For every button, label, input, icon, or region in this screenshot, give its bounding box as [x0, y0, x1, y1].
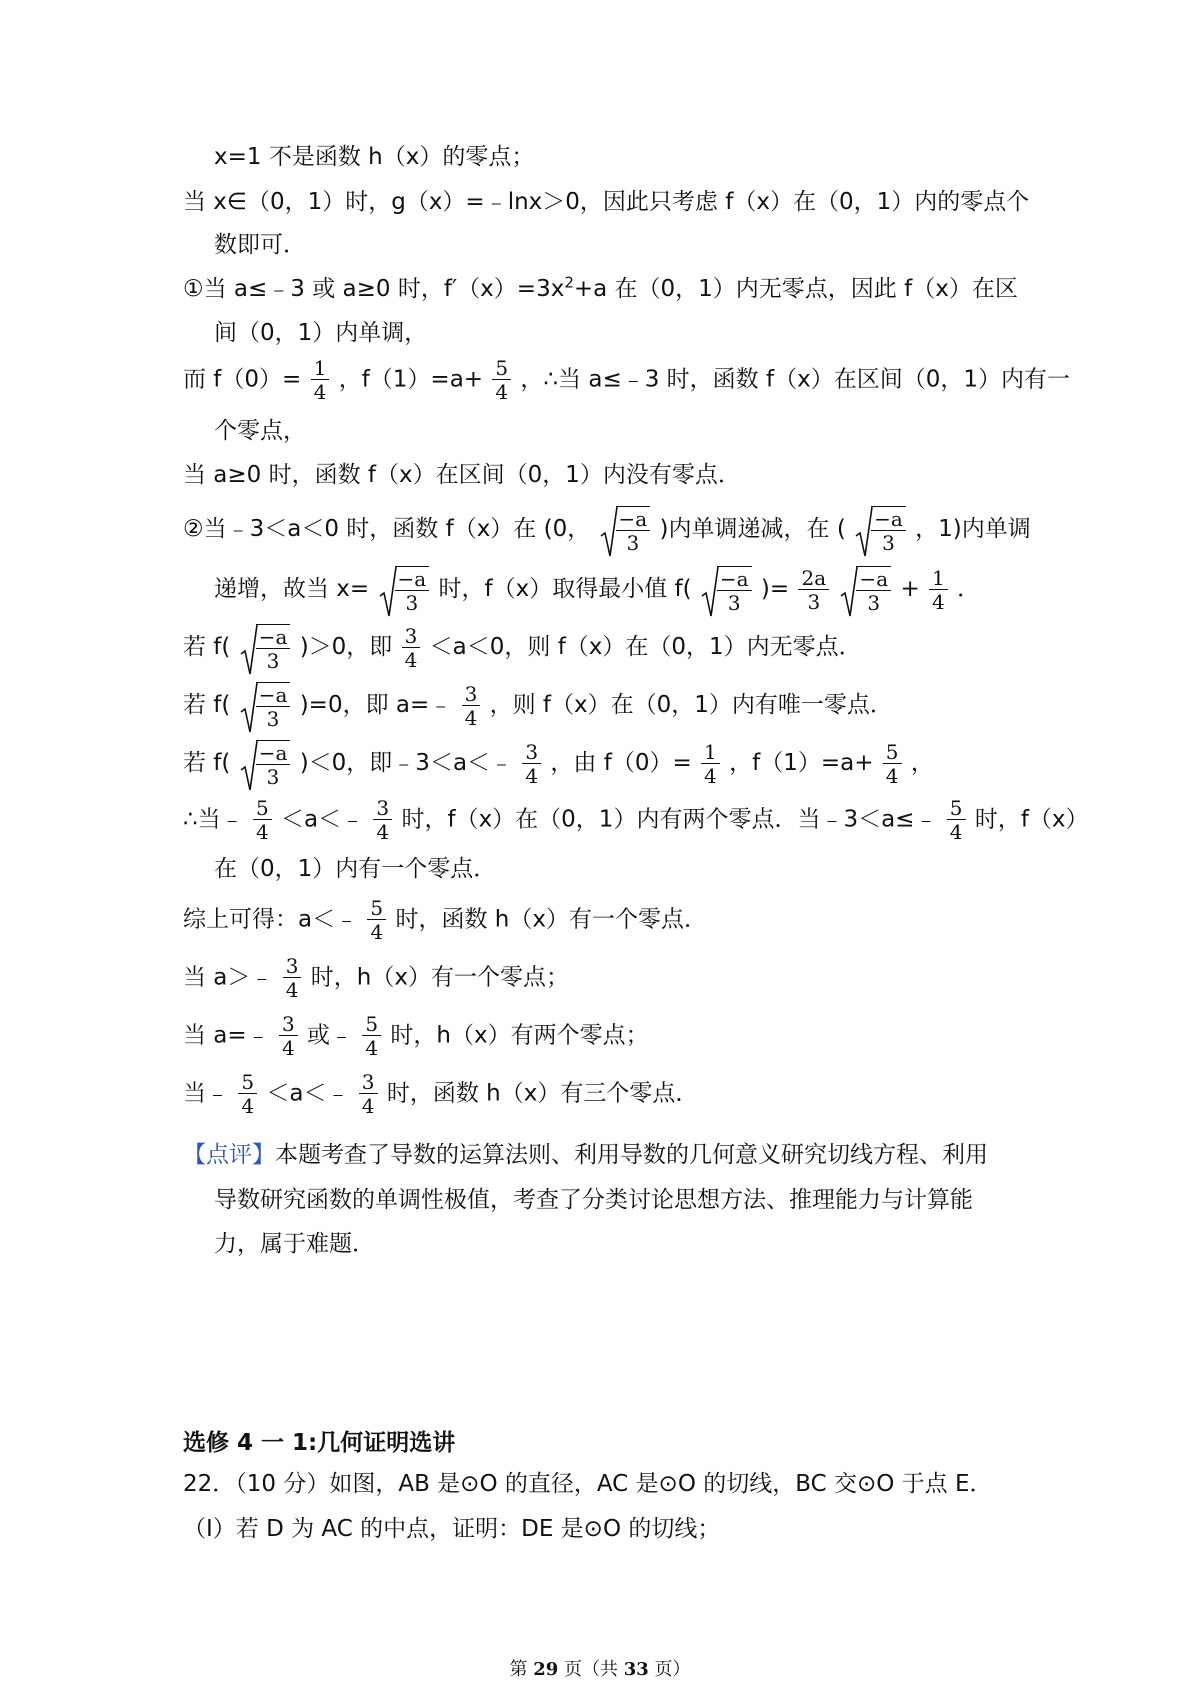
text-line — [183, 1014, 1040, 1058]
text: 间（0，1）内单调， — [214, 320, 428, 346]
text: 综上可得：a＜﹣ — [183, 906, 359, 933]
text: 在（0，1）内有一个零点． — [214, 856, 497, 882]
square-root: $\frac{-a}{3}$ — [240, 682, 291, 729]
text-line — [183, 272, 1040, 306]
text: )＞0，即 — [299, 634, 400, 660]
text: 若 f( — [183, 750, 231, 776]
text: 时，f（x）在（0，1）内有两个零点．当﹣3＜a≤﹣ — [401, 806, 938, 833]
text: 导数研究函数的单调性极值，考查了分类讨论思想方法、推理能力与计算能 — [214, 1187, 973, 1213]
text-line — [214, 566, 1040, 613]
text: 本题考查了导数的运算法则、利用导数的几何意义研究切线方程、利用 — [275, 1142, 988, 1168]
question-stem — [183, 1467, 1040, 1501]
text: 时，f（x）取得最小值 f( — [438, 576, 692, 602]
section-title: 选修 4 一 1:几何证明选讲 — [183, 1430, 456, 1456]
text: )=0，即 a=﹣ — [299, 692, 453, 718]
text-line — [214, 140, 1040, 174]
text: ①当 a≤﹣3 或 a≥0 时，f′（x）=3x — [183, 276, 565, 302]
text: 当﹣ — [183, 1080, 229, 1107]
fraction: $\frac{1}{4}$ — [311, 358, 330, 402]
text: 或﹣ — [307, 1022, 354, 1049]
review-line — [214, 1227, 1040, 1261]
text: 若 f( — [183, 692, 231, 718]
fraction: $\frac{3}{4}$ — [279, 1014, 298, 1058]
text: （Ⅰ）若 D 为 AC 的中点，证明：DE 是⊙O 的切线； — [183, 1516, 721, 1542]
fraction: $\frac{3}{4}$ — [283, 956, 302, 1000]
text: ，1)内单调 — [915, 516, 1031, 542]
square-root: $\frac{-a}{3}$ — [379, 566, 430, 613]
text: 时，h（x）有一个零点； — [310, 964, 569, 991]
fraction: $\frac{3}{4}$ — [359, 1072, 378, 1116]
text-line — [183, 740, 1040, 787]
text: 而 f（0）= — [183, 366, 302, 393]
fraction: $\frac{2a}{3}$ — [798, 568, 829, 612]
text-line — [183, 796, 1089, 844]
text: ，∴当 a≤﹣3 时，函数 f（x）在区间（0，1）内有一 — [520, 366, 1070, 393]
text-line — [183, 356, 1070, 404]
text: 22．（10 分）如图，AB 是⊙O 的直径，AC 是⊙O 的切线，BC 交⊙O 于点 E． — [183, 1471, 993, 1497]
text-line — [183, 682, 1040, 729]
fraction: $\frac{5}{4}$ — [238, 1072, 257, 1116]
text: )＜0，即﹣3＜a＜﹣ — [299, 750, 514, 776]
footer-text: 页） — [648, 1659, 691, 1680]
review-line — [214, 1183, 1040, 1217]
fraction: $\frac{5}{4}$ — [883, 742, 902, 786]
text: 时，h（x）有两个零点； — [390, 1022, 649, 1049]
fraction: $\frac{5}{4}$ — [362, 1014, 381, 1058]
text: )内单调递减，在 ( — [659, 516, 846, 542]
text: ②当﹣3＜a＜0 时，函数 f（x）在 (0， — [183, 516, 591, 542]
fraction: $\frac{3}{4}$ — [373, 798, 392, 842]
footer-text: 页（共 — [558, 1659, 624, 1680]
square-root: $\frac{-a}{3}$ — [840, 566, 891, 613]
fraction: $\frac{3}{4}$ — [462, 684, 481, 728]
text: ∴当﹣ — [183, 806, 244, 833]
text: ，由 f（0）= — [550, 750, 692, 776]
text: 时，函数 h（x）有一个零点． — [395, 906, 707, 933]
text-line — [214, 414, 1040, 448]
page-number: 29 — [533, 1659, 559, 1680]
text: ． — [957, 576, 981, 602]
text-line — [183, 898, 1040, 942]
text: ＜a＜﹣ — [281, 806, 365, 833]
text: 当 a=﹣ — [183, 1022, 270, 1049]
text: + — [900, 576, 920, 602]
fraction: $\frac{5}{4}$ — [947, 798, 966, 842]
text: ，f（1）=a+ — [338, 366, 484, 393]
fraction: $\frac{3}{4}$ — [402, 626, 421, 670]
text: 若 f( — [183, 634, 231, 660]
fraction: $\frac{3}{4}$ — [522, 742, 541, 786]
text: 当 a＞﹣ — [183, 964, 274, 991]
fraction: $\frac{5}{4}$ — [492, 358, 511, 402]
text: 递增，故当 x= — [214, 576, 370, 602]
question-part — [183, 1512, 1040, 1546]
square-root: $\frac{-a}{3}$ — [600, 506, 651, 553]
text: ＜a＜﹣ — [266, 1080, 350, 1107]
review-tag: 【点评】 — [183, 1142, 275, 1168]
square-root: $\frac{-a}{3}$ — [240, 740, 291, 787]
footer-text: 第 — [509, 1659, 534, 1680]
text: )= — [760, 576, 790, 602]
square-root: $\frac{-a}{3}$ — [701, 566, 752, 613]
text-line — [183, 624, 1040, 671]
text: ，f（1）=a+ — [729, 750, 874, 776]
text: 时，函数 h（x）有三个零点． — [386, 1080, 699, 1107]
text: 力，属于难题． — [214, 1231, 375, 1257]
total-pages: 33 — [623, 1659, 649, 1680]
page-footer — [0, 1655, 1200, 1681]
square-root: $\frac{-a}{3}$ — [855, 506, 906, 553]
exponent: 2 — [564, 273, 574, 292]
text-line — [183, 1072, 1040, 1116]
text-line — [214, 852, 1040, 886]
review-line — [183, 1138, 1040, 1172]
text: ，则 f（x）在（0，1）内有唯一零点． — [489, 692, 893, 718]
text: ＜a＜0，则 f（x）在（0，1）内无零点． — [429, 634, 862, 660]
text: +a 在（0，1）内无零点，因此 f（x）在区 — [573, 276, 1018, 302]
fraction: $\frac{1}{4}$ — [701, 742, 720, 786]
text: 数即可． — [214, 232, 306, 258]
text: 当 a≥0 时，函数 f（x）在区间（0，1）内没有零点． — [183, 462, 741, 488]
text-line — [183, 956, 1040, 1000]
text: 当 x∈（0，1）时，g（x）=﹣lnx＞0，因此只考虑 f（x）在（0，1）内的零点个 — [183, 189, 1030, 215]
text-line — [214, 228, 1040, 262]
text: 个零点， — [214, 418, 306, 444]
fraction: $\frac{5}{4}$ — [253, 798, 272, 842]
text: x=1 不是函数 h（x）的零点； — [214, 144, 535, 170]
fraction: $\frac{5}{4}$ — [367, 898, 386, 942]
text: ， — [910, 750, 934, 776]
text-line — [183, 185, 1040, 219]
fraction: $\frac{1}{4}$ — [929, 568, 948, 612]
text-line — [183, 506, 1040, 553]
text-line — [183, 458, 1040, 492]
square-root: $\frac{-a}{3}$ — [240, 624, 291, 671]
text: 时，f（x） — [974, 806, 1089, 833]
text-line — [214, 316, 1040, 350]
